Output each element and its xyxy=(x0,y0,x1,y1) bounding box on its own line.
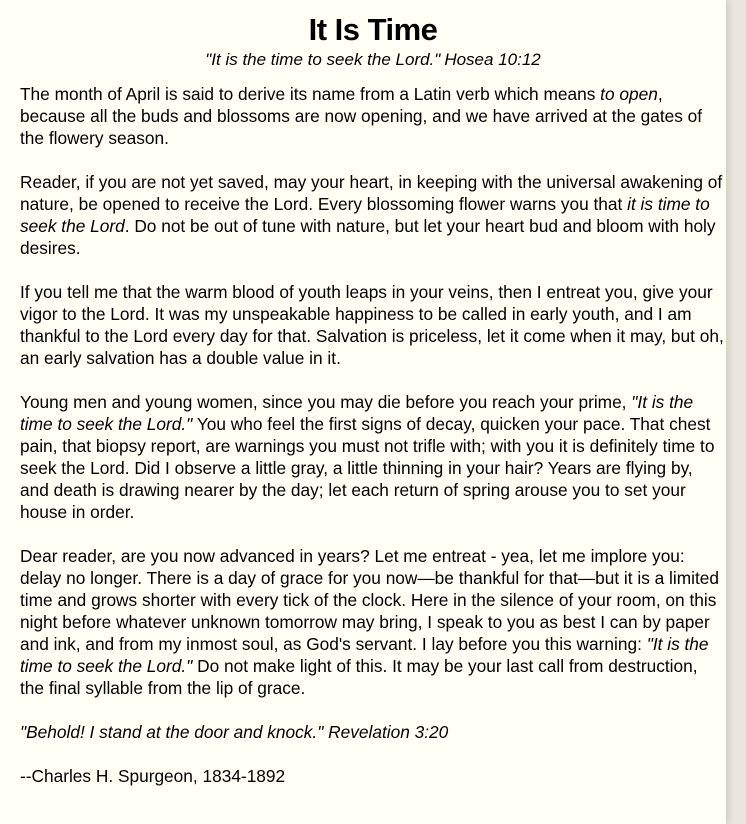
paragraph-2-emphasis: it is time to seek the Lord xyxy=(20,194,710,236)
epigraph-quote: "It is the time to seek the Lord." xyxy=(205,50,441,69)
article xyxy=(20,0,726,787)
paragraph-4 xyxy=(20,391,726,523)
paragraph-2 xyxy=(20,171,726,259)
paragraph-3: If you tell me that the warm blood of youth leaps in your veins, then I entreat you, give your vigor to the Lord. It was my unspeakable happiness to be called in early youth, and I am thankful to the Lord every day for that. Salvation is priceless, let it come when it may, but oh, an early salvation has a double value in it. xyxy=(20,282,724,368)
paragraph-2-text-a: Reader, if you are not yet saved, may your heart, in keeping with the universal awakening of nature, be opened to receive the Lord. Every blossoming flower warns you that xyxy=(20,172,723,214)
closing-quote-text: "Behold! I stand at the door and knock." Revelation 3:20 xyxy=(20,722,449,742)
paragraph-5-text-b: Do not make light of this. It may be your last call from destruction, the final syllable from the lip of grace. xyxy=(20,656,698,698)
paragraph-4-text-b: You who feel the first signs of decay, quicken your pace. That chest pain, that biopsy report, are warnings you must not trifle with; with you it is definitely time to seek the Lord. Did I observe a little gray, a little thinning in your hair? Years are flying by, and death is drawing nearer by the day; let each return of spring arouse you to set your house in order. xyxy=(20,414,715,522)
paragraph-5-text-a: Dear reader, are you now advanced in years? Let me entreat - yea, let me implore you: delay no longer. There is a day of grace for you now—be thankful for that—but it is a limited time and grows shorter with every tick of the clock. Here in the silence of your room, on this night before whatever unknown tomorrow may bring, I speak to you as best I can by paper and ink, and from my inmost soul, as God's servant. I lay before you this warning: xyxy=(20,546,719,654)
closing-quote xyxy=(20,721,726,743)
paragraph-1-text-b: , because all the buds and blossoms are now opening, and we have arrived at the gates of the flowery season. xyxy=(20,84,703,148)
paragraph-1 xyxy=(20,83,726,149)
signature: --Charles H. Spurgeon, 1834-1892 xyxy=(20,766,286,786)
epigraph xyxy=(20,49,726,71)
paragraph-1-emphasis: to open xyxy=(600,84,658,104)
paragraph-5 xyxy=(20,545,726,699)
paragraph-4-text-a: Young men and young women, since you may die before you reach your prime, xyxy=(20,392,632,412)
paragraph-5-emphasis: "It is the time to seek the Lord." xyxy=(20,634,709,676)
epigraph-reference: Hosea 10:12 xyxy=(444,50,541,69)
paragraph-2-text-b: . Do not be out of tune with nature, but let your heart bud and bloom with holy desires. xyxy=(20,216,716,258)
paragraph-1-text-a: The month of April is said to derive its name from a Latin verb which means xyxy=(20,84,601,104)
paragraph-4-emphasis: "It is the time to seek the Lord." xyxy=(20,392,694,434)
page-title: It Is Time xyxy=(308,12,438,47)
article-body xyxy=(20,83,726,787)
